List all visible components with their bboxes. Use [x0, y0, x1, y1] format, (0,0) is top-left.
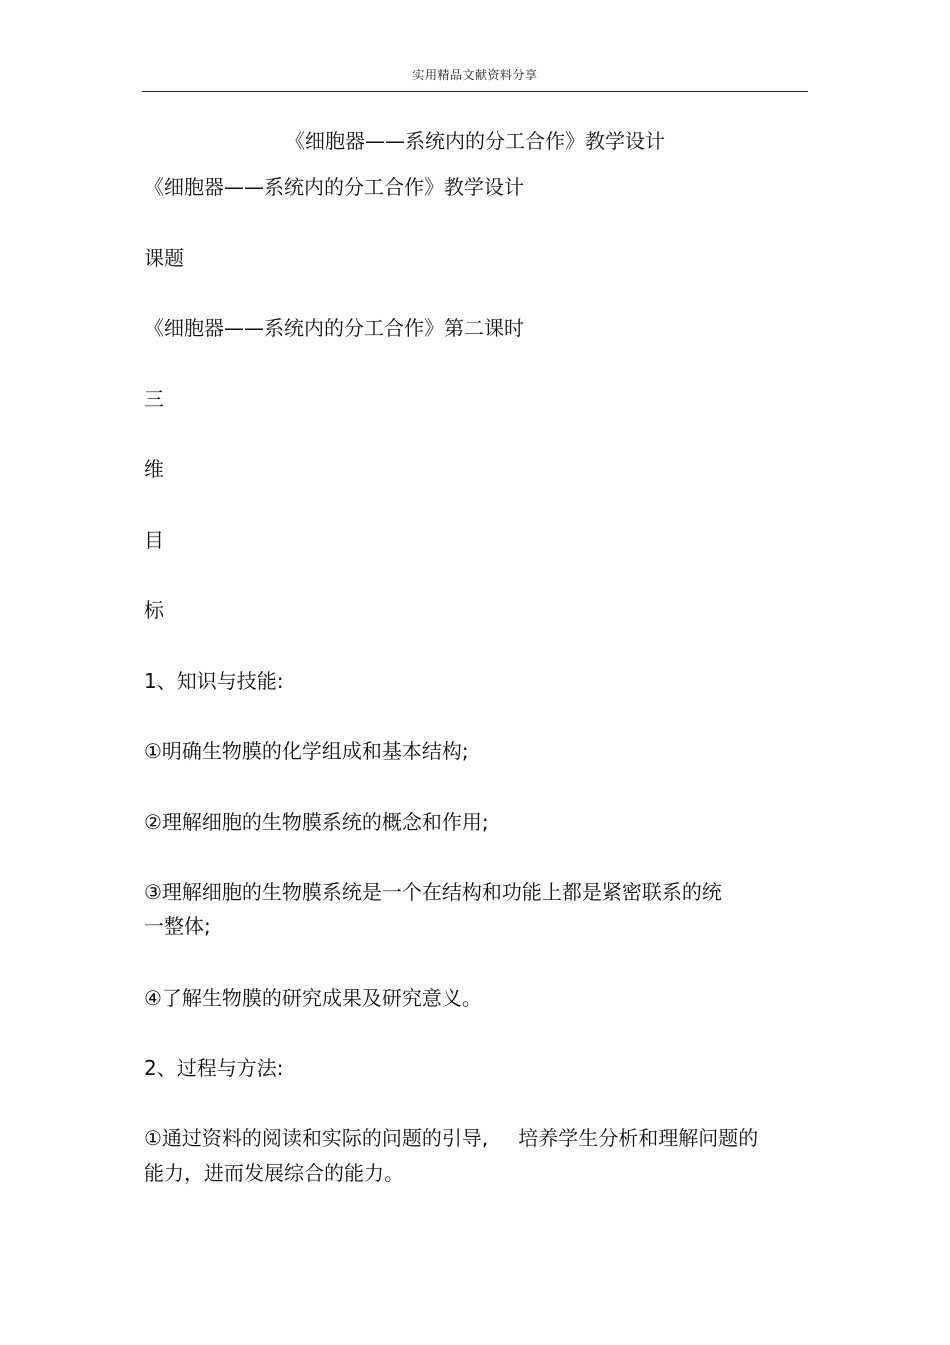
list-item: ③理解细胞的生物膜系统是一个在结构和功能上都是紧密联系的统 — [144, 880, 722, 904]
objectives-label-char: 标 — [144, 598, 164, 622]
list-item-text-part: 培养学生分析和理解问题的 — [518, 1126, 759, 1150]
objectives-label-char: 目 — [144, 528, 164, 552]
document-subtitle: 《细胞器——系统内的分工合作》教学设计 — [144, 175, 524, 199]
header-divider — [142, 91, 808, 92]
topic-value: 《细胞器——系统内的分工合作》第二课时 — [144, 316, 524, 340]
document-title: 《细胞器——系统内的分工合作》教学设计 — [285, 129, 665, 153]
section-heading-process: 2、过程与方法: — [144, 1056, 284, 1080]
list-item-continuation: 一整体; — [144, 914, 211, 938]
topic-label: 课题 — [144, 246, 184, 270]
page-header: 实用精品文献资料分享 — [412, 68, 538, 82]
section-heading-knowledge: 1、知识与技能: — [144, 669, 284, 693]
list-item-text-part: ①通过资料的阅读和实际的问题的引导, — [144, 1126, 489, 1150]
list-item: ②理解细胞的生物膜系统的概念和作用; — [144, 810, 489, 834]
objectives-label-char: 三 — [144, 387, 164, 411]
list-item: ④了解生物膜的研究成果及研究意义。 — [144, 986, 482, 1010]
list-item — [144, 1125, 758, 1151]
list-item: ①明确生物膜的化学组成和基本结构; — [144, 739, 469, 763]
list-item-continuation: 能力，进而发展综合的能力。 — [144, 1161, 404, 1185]
objectives-label-char: 维 — [144, 457, 164, 481]
